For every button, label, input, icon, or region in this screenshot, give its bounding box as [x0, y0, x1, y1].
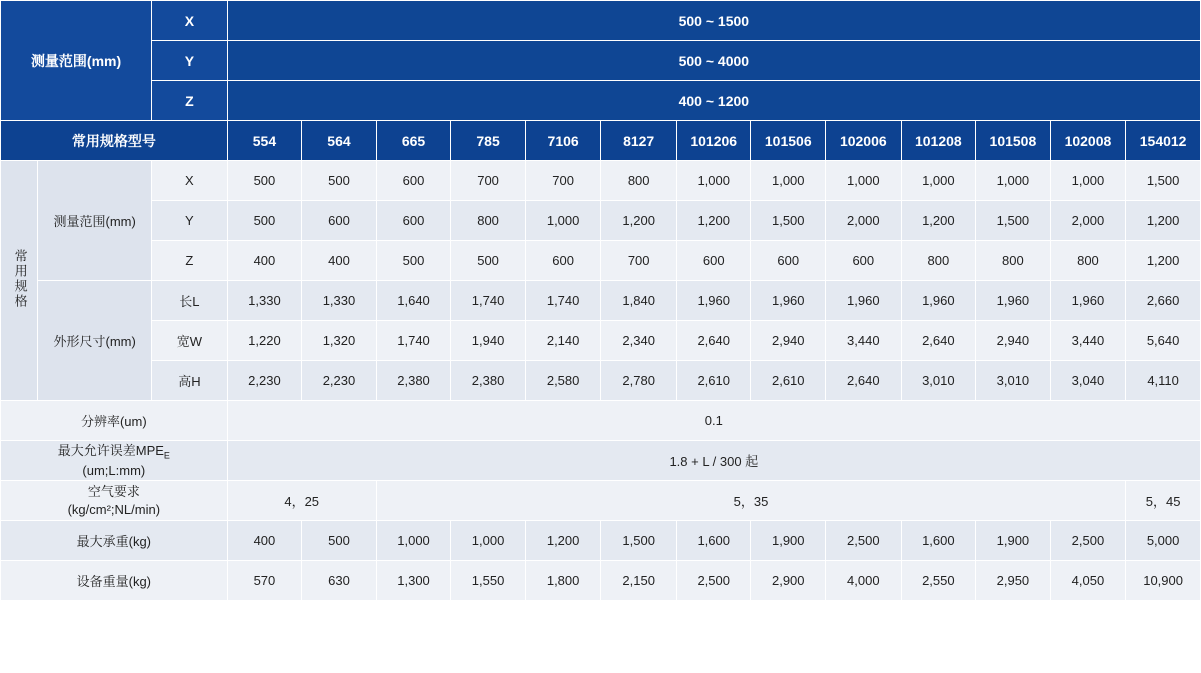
- table-row-measuring-x: [1, 161, 1201, 201]
- cell-value: 1,640: [376, 281, 451, 321]
- air-value-1: 4，25: [227, 481, 376, 521]
- model-header-554: 554: [227, 121, 302, 161]
- cell-value: 2,140: [525, 321, 601, 361]
- max-load-label: 最大承重(kg): [1, 521, 228, 561]
- cell-value: 1,600: [676, 521, 751, 561]
- cell-value: 800: [451, 201, 526, 241]
- group-label-dimension: 外形尺寸(mm): [38, 281, 152, 401]
- model-row-label: 常用规格型号: [1, 121, 228, 161]
- table-row-measuring-y: [1, 201, 1201, 241]
- cell-value: 1,500: [751, 201, 826, 241]
- cell-value: 2,500: [1050, 521, 1126, 561]
- cell-value: 1,200: [901, 201, 976, 241]
- mpe-label-main: 最大允许误差MPE: [57, 442, 164, 458]
- cell-value: 2,500: [826, 521, 902, 561]
- cell-value: 700: [451, 161, 526, 201]
- cell-value: 1,200: [676, 201, 751, 241]
- cell-value: 1,000: [826, 161, 902, 201]
- model-header-102008: 102008: [1050, 121, 1126, 161]
- table-row-mpe: [1, 441, 1201, 481]
- cell-value: 2,940: [976, 321, 1051, 361]
- model-header-564: 564: [302, 121, 377, 161]
- cell-value: 1,600: [901, 521, 976, 561]
- air-label: [1, 481, 228, 521]
- cell-value: 500: [451, 241, 526, 281]
- sub-label-y: Y: [152, 201, 228, 241]
- top-axis-range-y: 500 ~ 4000: [227, 41, 1200, 81]
- cell-value: 1,740: [376, 321, 451, 361]
- air-value-3: 5，45: [1126, 481, 1201, 521]
- table-row-max-load: [1, 521, 1201, 561]
- mpe-label-sub: E: [163, 450, 170, 461]
- cell-value: 2,150: [601, 561, 677, 601]
- cell-value: 1,960: [901, 281, 976, 321]
- cell-value: 1,740: [525, 281, 601, 321]
- weight-label: 设备重量(kg): [1, 561, 228, 601]
- cell-value: 2,230: [227, 361, 302, 401]
- cell-value: 1,000: [676, 161, 751, 201]
- cell-value: 1,960: [751, 281, 826, 321]
- cell-value: 2,580: [525, 361, 601, 401]
- cell-value: 500: [302, 521, 377, 561]
- cell-value: 400: [227, 241, 302, 281]
- cell-value: 1,000: [525, 201, 601, 241]
- model-header-101206: 101206: [676, 121, 751, 161]
- table-row-width: [1, 321, 1201, 361]
- cell-value: 1,800: [525, 561, 601, 601]
- cell-value: 600: [525, 241, 601, 281]
- cell-value: 2,640: [826, 361, 902, 401]
- cell-value: 1,000: [376, 521, 451, 561]
- cell-value: 3,440: [826, 321, 902, 361]
- group-label-measuring-range: 测量范围(mm): [38, 161, 152, 281]
- table-row-resolution: [1, 401, 1201, 441]
- top-header-row-z: [1, 81, 1201, 121]
- cell-value: 2,380: [376, 361, 451, 401]
- cell-value: 3,440: [1050, 321, 1126, 361]
- model-header-101506: 101506: [751, 121, 826, 161]
- cell-value: 600: [676, 241, 751, 281]
- cell-value: 1,940: [451, 321, 526, 361]
- cell-value: 2,900: [751, 561, 826, 601]
- cell-value: 2,550: [901, 561, 976, 601]
- cell-value: 1,200: [1126, 201, 1201, 241]
- cell-value: 500: [227, 161, 302, 201]
- cell-value: 1,000: [751, 161, 826, 201]
- cell-value: 1,500: [601, 521, 677, 561]
- cell-value: 600: [826, 241, 902, 281]
- cell-value: 400: [227, 521, 302, 561]
- cell-value: 2,000: [1050, 201, 1126, 241]
- model-header-101508: 101508: [976, 121, 1051, 161]
- cell-value: 570: [227, 561, 302, 601]
- cell-value: 1,220: [227, 321, 302, 361]
- cell-value: 1,320: [302, 321, 377, 361]
- cell-value: 10,900: [1126, 561, 1201, 601]
- cell-value: 3,010: [976, 361, 1051, 401]
- sub-label-width: 宽W: [152, 321, 228, 361]
- cell-value: 500: [227, 201, 302, 241]
- cell-value: 800: [976, 241, 1051, 281]
- cell-value: 1,000: [976, 161, 1051, 201]
- cell-value: 1,500: [1126, 161, 1201, 201]
- resolution-label: 分辨率(um): [1, 401, 228, 441]
- air-label-main: 空气要求: [87, 483, 140, 499]
- cell-value: 1,900: [751, 521, 826, 561]
- cell-value: 3,010: [901, 361, 976, 401]
- air-label-unit: (kg/cm²;NL/min): [67, 501, 161, 517]
- model-header-102006: 102006: [826, 121, 902, 161]
- cell-value: 4,110: [1126, 361, 1201, 401]
- cell-value: 2,340: [601, 321, 677, 361]
- top-axis-label-y: Y: [152, 41, 228, 81]
- cell-value: 2,640: [676, 321, 751, 361]
- cell-value: 2,780: [601, 361, 677, 401]
- cell-value: 5,000: [1126, 521, 1201, 561]
- mpe-label: [1, 441, 228, 481]
- mpe-label-unit: (um;L:mm): [82, 462, 146, 478]
- table-row-height: [1, 361, 1201, 401]
- cell-value: 700: [601, 241, 677, 281]
- cell-value: 630: [302, 561, 377, 601]
- table-row-length: [1, 281, 1201, 321]
- cell-value: 2,950: [976, 561, 1051, 601]
- cell-value: 600: [376, 161, 451, 201]
- cell-value: 800: [901, 241, 976, 281]
- common-spec-vertical-label: 常用规格: [1, 161, 38, 401]
- top-axis-range-x: 500 ~ 1500: [227, 1, 1200, 41]
- cell-value: 1,900: [976, 521, 1051, 561]
- top-axis-label-x: X: [152, 1, 228, 41]
- cell-value: 600: [751, 241, 826, 281]
- cell-value: 4,000: [826, 561, 902, 601]
- cell-value: 4,050: [1050, 561, 1126, 601]
- cell-value: 1,200: [1126, 241, 1201, 281]
- model-header-row: [1, 121, 1201, 161]
- cell-value: 1,960: [1050, 281, 1126, 321]
- cell-value: 1,000: [901, 161, 976, 201]
- cell-value: 1,960: [676, 281, 751, 321]
- cell-value: 2,000: [826, 201, 902, 241]
- top-header-row-x: [1, 1, 1201, 41]
- top-axis-label-z: Z: [152, 81, 228, 121]
- cell-value: 600: [376, 201, 451, 241]
- cell-value: 3,040: [1050, 361, 1126, 401]
- cell-value: 700: [525, 161, 601, 201]
- cell-value: 2,660: [1126, 281, 1201, 321]
- cell-value: 2,640: [901, 321, 976, 361]
- model-header-7106: 7106: [525, 121, 601, 161]
- air-value-2: 5，35: [376, 481, 1125, 521]
- cell-value: 1,300: [376, 561, 451, 601]
- top-axis-range-z: 400 ~ 1200: [227, 81, 1200, 121]
- cell-value: 1,000: [1050, 161, 1126, 201]
- model-header-154012: 154012: [1126, 121, 1201, 161]
- model-header-8127: 8127: [601, 121, 677, 161]
- top-measuring-range-label: 测量范围(mm): [1, 1, 152, 121]
- sub-label-z: Z: [152, 241, 228, 281]
- sub-label-length: 长L: [152, 281, 228, 321]
- cell-value: 1,740: [451, 281, 526, 321]
- cell-value: 1,550: [451, 561, 526, 601]
- sub-label-x: X: [152, 161, 228, 201]
- cell-value: 2,610: [751, 361, 826, 401]
- cell-value: 1,000: [451, 521, 526, 561]
- mpe-value: 1.8 + L / 300 起: [227, 441, 1200, 481]
- cell-value: 1,330: [227, 281, 302, 321]
- cell-value: 1,200: [601, 201, 677, 241]
- resolution-value: 0.1: [227, 401, 1200, 441]
- cell-value: 2,230: [302, 361, 377, 401]
- cell-value: 1,500: [976, 201, 1051, 241]
- table-row-measuring-z: [1, 241, 1201, 281]
- top-header-row-y: [1, 41, 1201, 81]
- cell-value: 400: [302, 241, 377, 281]
- cell-value: 600: [302, 201, 377, 241]
- model-header-101208: 101208: [901, 121, 976, 161]
- cell-value: 2,610: [676, 361, 751, 401]
- model-header-665: 665: [376, 121, 451, 161]
- table-row-weight: [1, 561, 1201, 601]
- cell-value: 500: [302, 161, 377, 201]
- model-header-785: 785: [451, 121, 526, 161]
- cell-value: 2,940: [751, 321, 826, 361]
- cell-value: 2,500: [676, 561, 751, 601]
- cell-value: 1,330: [302, 281, 377, 321]
- cell-value: 2,380: [451, 361, 526, 401]
- cell-value: 1,200: [525, 521, 601, 561]
- cell-value: 1,840: [601, 281, 677, 321]
- cell-value: 1,960: [976, 281, 1051, 321]
- cell-value: 1,960: [826, 281, 902, 321]
- cell-value: 500: [376, 241, 451, 281]
- cell-value: 5,640: [1126, 321, 1201, 361]
- table-row-air: [1, 481, 1201, 521]
- sub-label-height: 高H: [152, 361, 228, 401]
- cell-value: 800: [601, 161, 677, 201]
- cell-value: 800: [1050, 241, 1126, 281]
